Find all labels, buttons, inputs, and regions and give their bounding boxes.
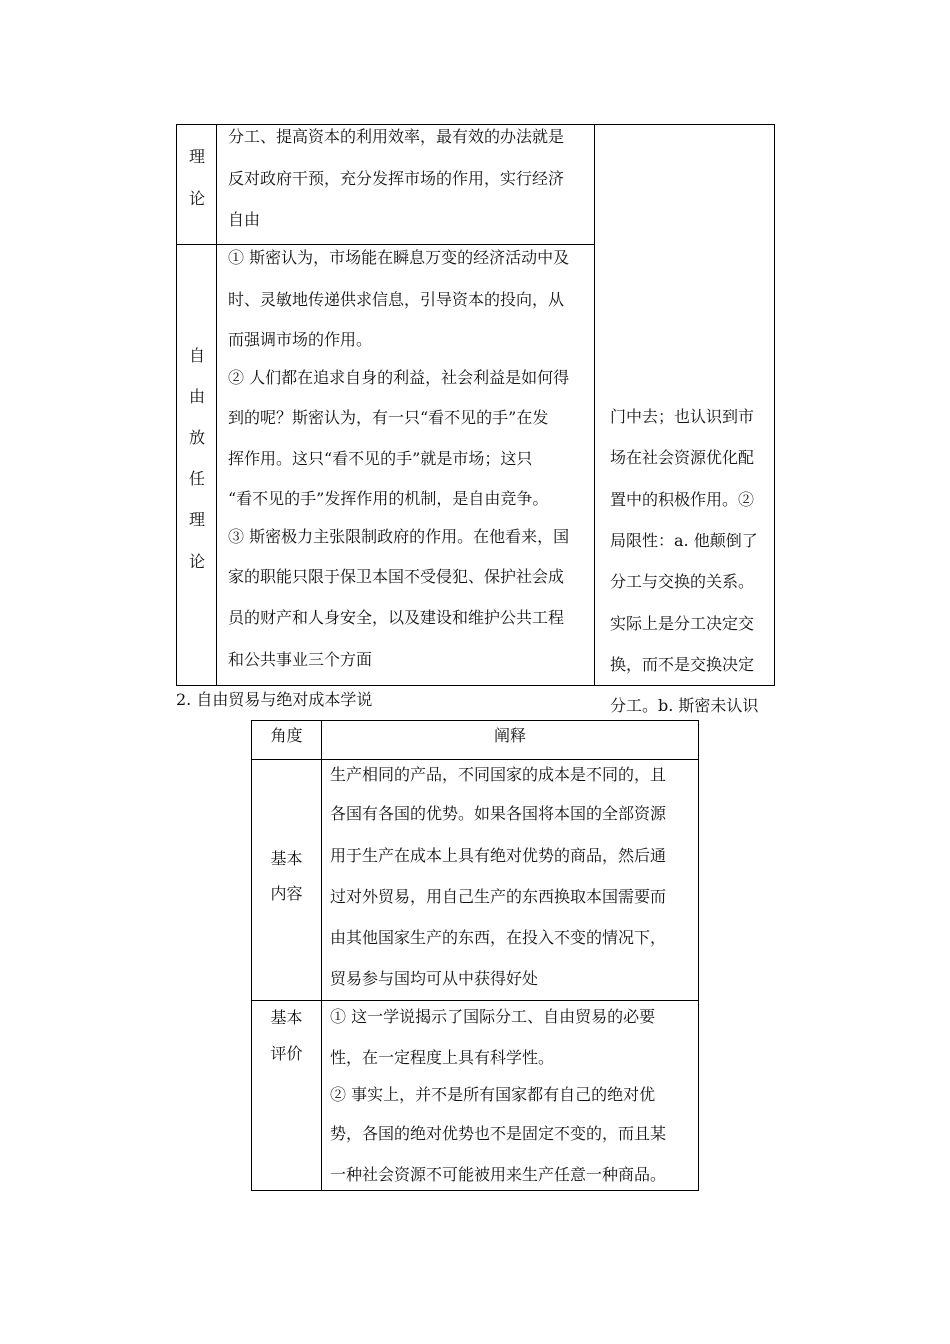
text-line: 生产相同的产品，不同国家的成本是不同的，且 [330,765,667,784]
table1-border-bottom [176,685,775,686]
label-char: 理 [188,147,205,166]
text-line: 场在社会资源优化配 [610,448,755,467]
text-line: 各国有各国的优势。如果各国将本国的全部资源 [330,804,667,823]
label-char: 放 [188,428,205,447]
text-line: 反对政府干预，充分发挥市场的作用，实行经济 [228,169,565,188]
text-line: 用于生产在成本上具有绝对优势的商品，然后通 [330,846,667,865]
table2-row-divider [251,1000,699,1001]
text-line: 和公共事业三个方面 [228,650,373,669]
text-line: ② 事实上，并不是所有国家都有自己的绝对优 [330,1085,656,1104]
table2-header-divider [251,759,699,760]
table2-col-divider [321,720,322,1191]
table2-row1-label: 基本 [270,849,303,868]
text-line: 分工与交换的关系。 [610,572,755,591]
table2-row2-label: 评价 [270,1044,303,1063]
table2-header-angle: 角度 [270,726,303,745]
text-line: 到的呢？斯密认为，有一只“看不见的手”在发 [228,408,549,427]
text-line: 挥作用。这只“看不见的手”就是市场；这只 [228,449,533,468]
label-char: 由 [188,387,205,406]
text-line: 过对外贸易，用自己生产的东西换取本国需要而 [330,887,667,906]
section-heading: 2. 自由贸易与绝对成本学说 [176,690,373,709]
text-line: 势，各国的绝对优势也不是固定不变的，而且某 [330,1124,667,1143]
table2-row1-label: 内容 [270,884,303,903]
text-line: 时、灵敏地传递供求信息，引导资本的投向，从 [228,290,565,309]
table2-border-top [251,720,699,721]
text-line: 自由 [228,210,261,229]
text-line: 门中去；也认识到市 [610,407,755,426]
table2-border-left [251,720,252,1191]
table1-divider-right [594,124,595,686]
text-line: 性，在一定程度上具有科学性。 [330,1048,555,1067]
text-line: 分工。b. 斯密未认识 [610,696,759,715]
text-line: ② 人们都在追求自身的利益，社会利益是如何得 [228,368,570,387]
text-line: 一种社会资源不可能被用来生产任意一种商品。 [330,1165,667,1184]
text-line: 贸易参与国均可从中获得好处 [330,969,539,988]
text-line: 家的职能只限于保卫本国不受侵犯、保护社会成 [228,567,565,586]
label-char: 论 [188,552,205,571]
text-line: 局限性：a. 他颠倒了 [610,531,758,550]
text-line: 而强调市场的作用。 [228,330,373,349]
table1-row-divider [176,244,595,245]
text-line: 由其他国家生产的东西，在投入不变的情况下， [330,928,667,947]
text-line: 员的财产和人身安全，以及建设和维护公共工程 [228,608,565,627]
text-line: 实际上是分工决定交 [610,614,755,633]
label-char: 任 [188,469,205,488]
text-line: 分工、提高资本的利用效率，最有效的办法就是 [228,127,565,146]
label-char: 自 [188,346,205,365]
text-line: 置中的积极作用。② [610,490,755,509]
table1-border-right [774,124,775,686]
table1-border-top [176,124,775,125]
text-line: “看不见的手”发挥作用的机制，是自由竞争。 [228,489,549,508]
table2-border-right [698,720,699,1191]
text-line: ③ 斯密极力主张限制政府的作用。在他看来，国 [228,527,570,546]
table2-header-explanation: 阐释 [493,726,526,745]
text-line: 换，而不是交换决定 [610,655,755,674]
table2-row2-label: 基本 [270,1008,303,1027]
table2-border-bottom [251,1190,699,1191]
text-line: ① 斯密认为，市场能在瞬息万变的经济活动中及 [228,248,570,267]
label-char: 论 [188,189,205,208]
label-char: 理 [188,510,205,529]
text-line: ① 这一学说揭示了国际分工、自由贸易的必要 [330,1007,656,1026]
